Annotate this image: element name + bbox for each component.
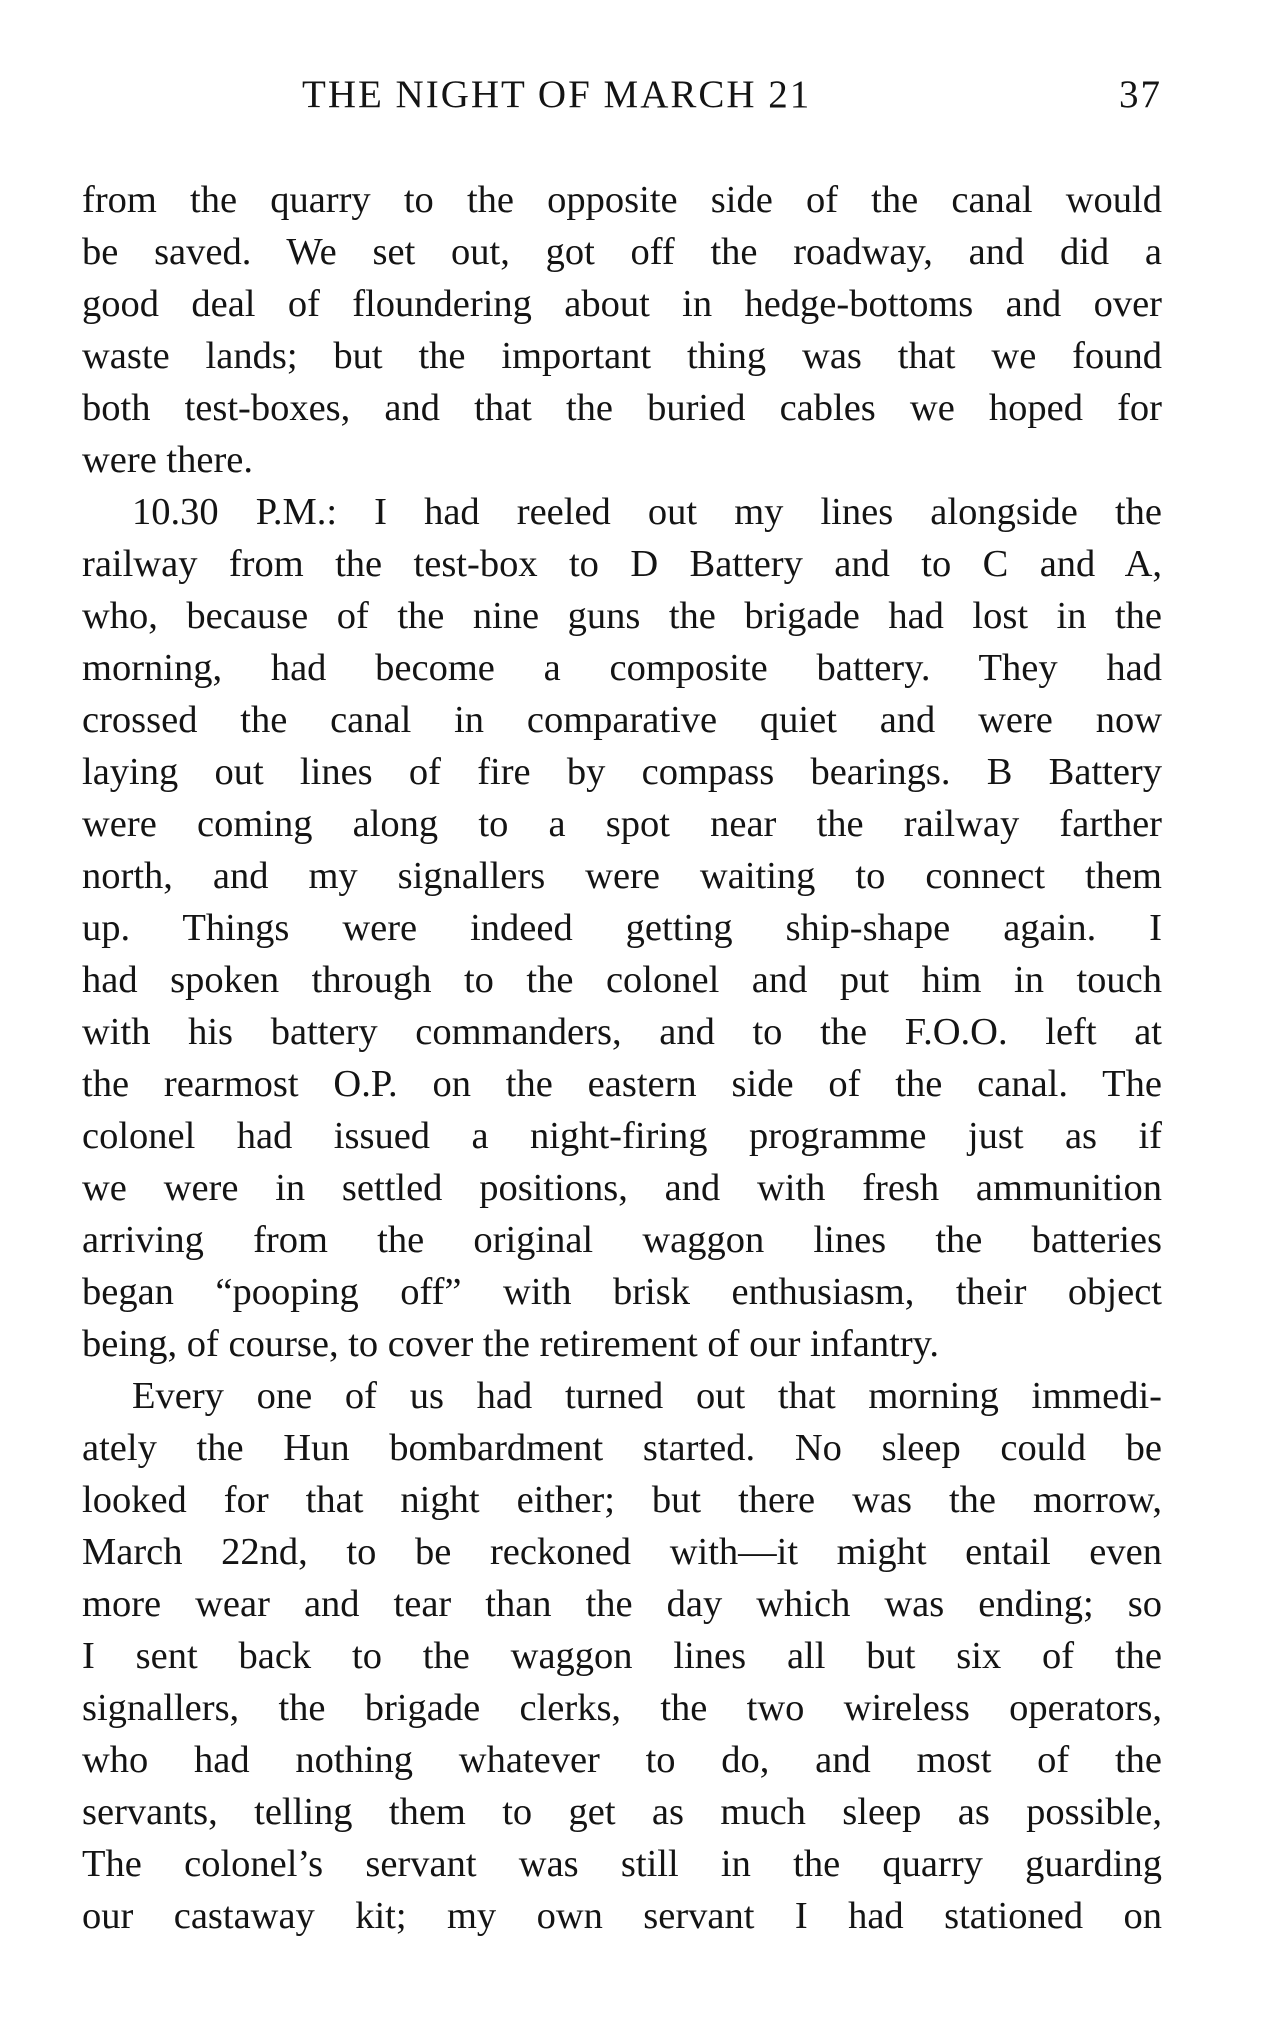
text-line: railway from the test-box to D Battery and to C and A, <box>82 543 1162 585</box>
text-line: more wear and tear than the day which was ending; so <box>82 1583 1162 1625</box>
text-line: be saved. We set out, got off the roadway, and did a <box>82 231 1162 273</box>
text-line: both test-boxes, and that the buried cables we hoped for <box>82 387 1162 429</box>
text-line: laying out lines of fire by compass bearings. B Battery <box>82 751 1162 793</box>
text-line: waste lands; but the important thing was that we found <box>82 335 1162 377</box>
text-line: the rearmost O.P. on the eastern side of the canal. The <box>82 1063 1162 1105</box>
text-line: north, and my signallers were waiting to connect them <box>82 855 1162 897</box>
text-line: morning, had become a composite battery. They had <box>82 647 1162 689</box>
text-line: March 22nd, to be reckoned with—it might entail even <box>82 1531 1162 1573</box>
text-line: being, of course, to cover the retirement of our infantry. <box>82 1323 940 1365</box>
text-line: were there. <box>82 439 253 481</box>
text-line: who, because of the nine guns the brigade had lost in the <box>82 595 1162 637</box>
text-line: I sent back to the waggon lines all but six of the <box>82 1635 1162 1677</box>
text-line: we were in settled positions, and with fresh ammunition <box>82 1167 1162 1209</box>
text-line: 10.30 P.M.: I had reeled out my lines alongside the <box>132 491 1162 533</box>
text-line: arriving from the original waggon lines the batteries <box>82 1219 1162 1261</box>
text-line: looked for that night either; but there was the morrow, <box>82 1479 1162 1521</box>
running-head <box>82 72 1162 132</box>
text-line: signallers, the brigade clerks, the two wireless operators, <box>82 1687 1162 1729</box>
text-line: Every one of us had turned out that morning immedi- <box>132 1375 1162 1417</box>
page-number: 37 <box>1119 73 1162 116</box>
running-title: THE NIGHT OF MARCH 21 <box>302 73 812 116</box>
text-line: ately the Hun bombardment started. No sleep could be <box>82 1427 1162 1469</box>
text-line: who had nothing whatever to do, and most of the <box>82 1739 1162 1781</box>
text-line: crossed the canal in comparative quiet and were now <box>82 699 1162 741</box>
text-line: had spoken through to the colonel and put him in touch <box>82 959 1162 1001</box>
text-line: good deal of floundering about in hedge-bottoms and over <box>82 283 1162 325</box>
text-line: began “pooping off” with brisk enthusiasm, their object <box>82 1271 1162 1313</box>
text-line: The colonel’s servant was still in the quarry guarding <box>82 1843 1162 1885</box>
text-line: with his battery commanders, and to the F.O.O. left at <box>82 1011 1162 1053</box>
body-text <box>82 174 1162 1942</box>
text-line: our castaway kit; my own servant I had stationed on <box>82 1895 1162 1937</box>
text-line: colonel had issued a night-firing programme just as if <box>82 1115 1162 1157</box>
text-line: servants, telling them to get as much sleep as possible, <box>82 1791 1162 1833</box>
text-line: from the quarry to the opposite side of the canal would <box>82 179 1162 221</box>
text-line: up. Things were indeed getting ship-shape again. I <box>82 907 1162 949</box>
text-line: were coming along to a spot near the railway farther <box>82 803 1162 845</box>
